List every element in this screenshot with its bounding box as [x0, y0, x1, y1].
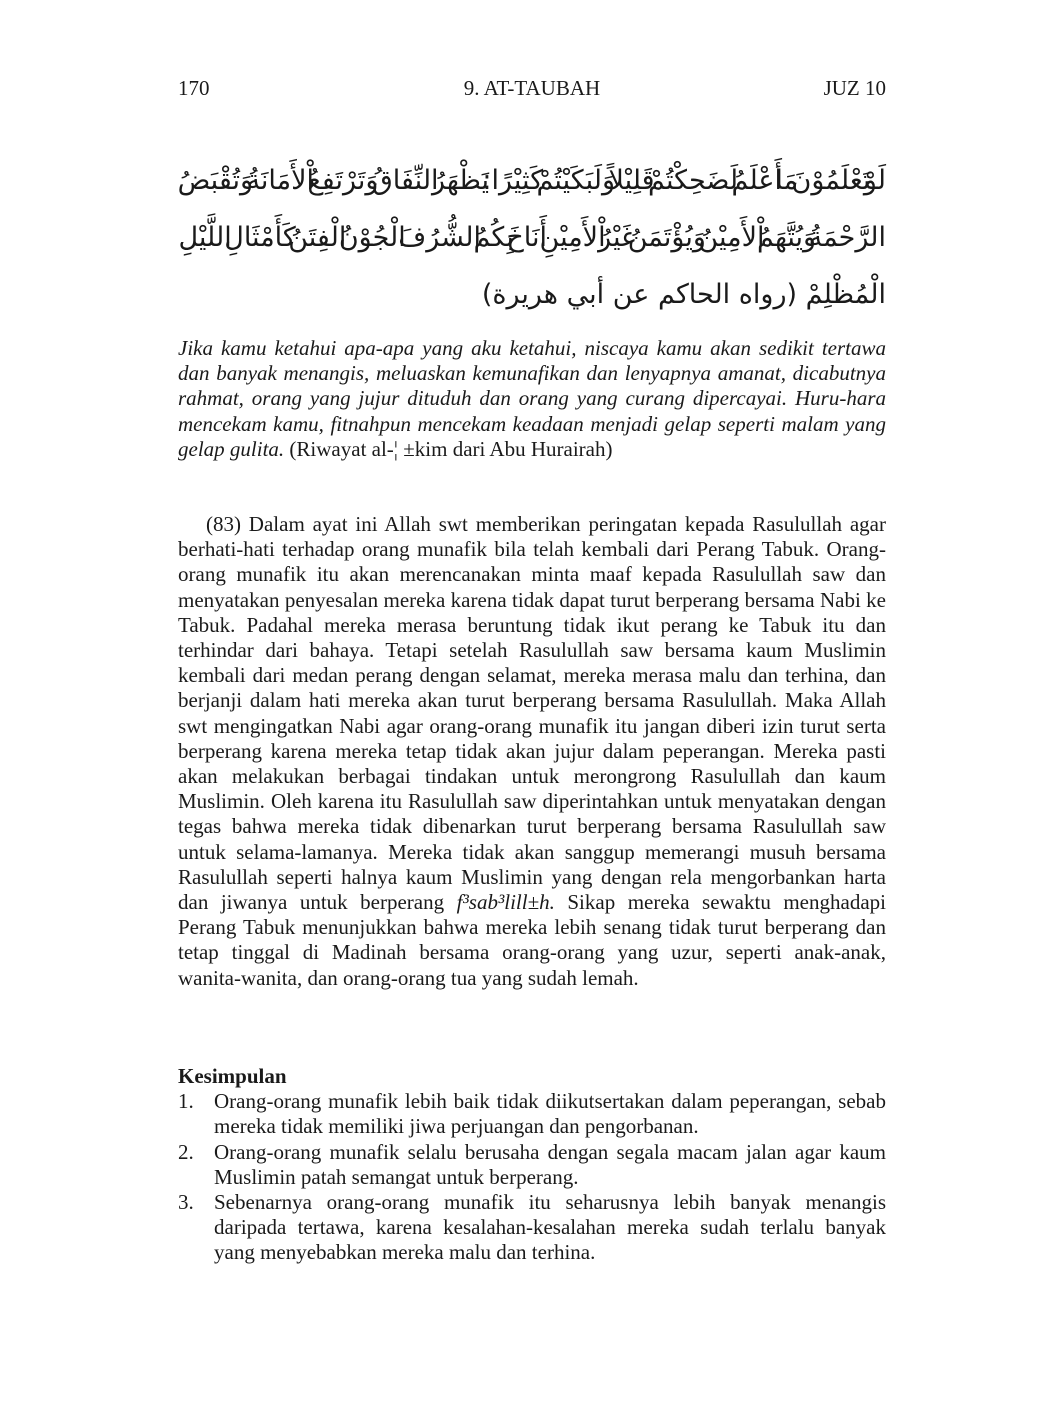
item-text: Sebenarnya orang-orang munafik itu seharusnya lebih banyak menangis daripada tertawa, karena kesalahan-kesalahan mereka sudah terlalu banyak yang menyebabkan mereka malu dan terhina. — [214, 1190, 886, 1265]
conclusion-section — [178, 1064, 886, 1266]
item-text: Orang-orang munafik lebih baik tidak diikutsertakan dalam peperangan, sebab mereka tidak memiliki jiwa perjuangan dan pengorbanan. — [214, 1089, 886, 1139]
commentary-text: Sikap mereka sewaktu menghadapi Perang Tabuk menunjukkan bahwa mereka lebih senang tidak turut berperang dan tetap tinggal di Madinah bersama orang-orang yang uzur, seperti anak-anak, wanita-wanita, dan orang-orang tua yang sudah lemah. — [178, 890, 886, 990]
item-number: 1. — [178, 1089, 194, 1114]
page-number: 170 — [178, 76, 210, 100]
conclusion-heading: Kesimpulan — [178, 1064, 287, 1088]
hadith-translation — [178, 336, 886, 462]
arabic-line: لَوْ تَعْلَمُوْنَ مَا أَعْلَمُ لَضَحِكْتُمْ قَلِيْلاً وَلَبَكَيْتُمْ كَثِيْرًا: يَظْهَرُ النِّفَاقُ وَتَرْتَفِعُ اْلأَمَانَةُ وَتُقْبَضُ — [177, 165, 886, 196]
arabic-line: الْمُظْلِمْ (رواه الحاكم عن أبي هريرة) — [481, 279, 886, 310]
arabic-line: الرَّحْمَةُ وَيُتَّهَمُ اْلأَمِيْنُ وَيُؤْتَمَنُ غَيْرُ اْلأَمِيْنِ أَنَاخَ بِكُمُ الشُّرُفَ الْجُوْنُ الْفِتَنُ كَأَمْثَالِ اللَّيْلِ — [178, 222, 886, 253]
juz-label: JUZ 10 — [823, 76, 886, 100]
commentary-text: (83) Dalam ayat ini Allah swt memberikan peringatan kepada Rasulullah agar berhati-hati terhadap orang munafik bila telah kembali dari Perang Tabuk. Orang-orang munafik itu akan merencanakan minta maaf kepada Rasulullah saw dan menyatakan penyesalan mereka karena tidak dapat turut berperang bersama Nabi ke Tabuk. Padahal mereka merasa beruntung tidak ikut perang ke Tabuk itu dan terhindar dari bahaya. Tetapi setelah Rasulullah saw bersama kaum Muslimin kembali dari medan perang dengan selamat, mereka merasa malu dan terhina, dan berjanji dalam hati mereka akan turut berperang bersama Rasulullah. Maka Allah swt mengingatkan Nabi agar orang-orang munafik itu jangan diberi izin turut serta berperang karena mereka tetap tidak akan jujur dalam peperangan. Mereka pasti akan melakukan berbagai tindakan untuk merongrong Rasulullah dan kaum Muslimin. Oleh karena itu Rasulullah saw diperintahkan untuk menyatakan dengan tegas bahwa mereka tidak dibenarkan turut berperang bersama Rasulullah saw untuk selama-lamanya. Mereka tidak akan sanggup memerangi musuh bersama Rasulullah seperti halnya kaum Muslimin yang dengan rela mengorbankan harta dan jiwanya untuk berperang — [178, 512, 886, 915]
conclusion-item — [178, 1190, 886, 1266]
running-header — [178, 74, 886, 102]
item-text: Orang-orang munafik selalu berusaha dengan segala macam jalan agar kaum Muslimin patah semangat untuk berperang. — [214, 1139, 886, 1189]
arabic-term-transliteration: f³sab³lill±h. — [456, 890, 555, 915]
conclusion-item — [178, 1089, 886, 1139]
conclusion-list — [178, 1089, 886, 1265]
hadith-arabic-text — [178, 152, 886, 323]
hadith-source-citation: (Riwayat al-¦ ±kim dari Abu Hurairah) — [284, 436, 613, 461]
verse-commentary — [178, 512, 886, 991]
translation-quote: Jika kamu ketahui apa-apa yang aku ketahui, niscaya kamu akan sedikit tertawa dan banyak menangis, meluaskan kemunafikan dan lenyapnya amanat, dicabutnya rahmat, orang yang jujur dituduh dan orang yang curang dipercayai. Huru-hara mencekam kamu, fitnahpun mencekam keadaan menjadi gelap seperti malam yang gelap gulita. — [178, 336, 886, 461]
item-number: 3. — [178, 1190, 194, 1215]
item-number: 2. — [178, 1139, 194, 1164]
conclusion-item — [178, 1140, 886, 1190]
surah-title: 9. AT-TAUBAH — [463, 76, 601, 100]
